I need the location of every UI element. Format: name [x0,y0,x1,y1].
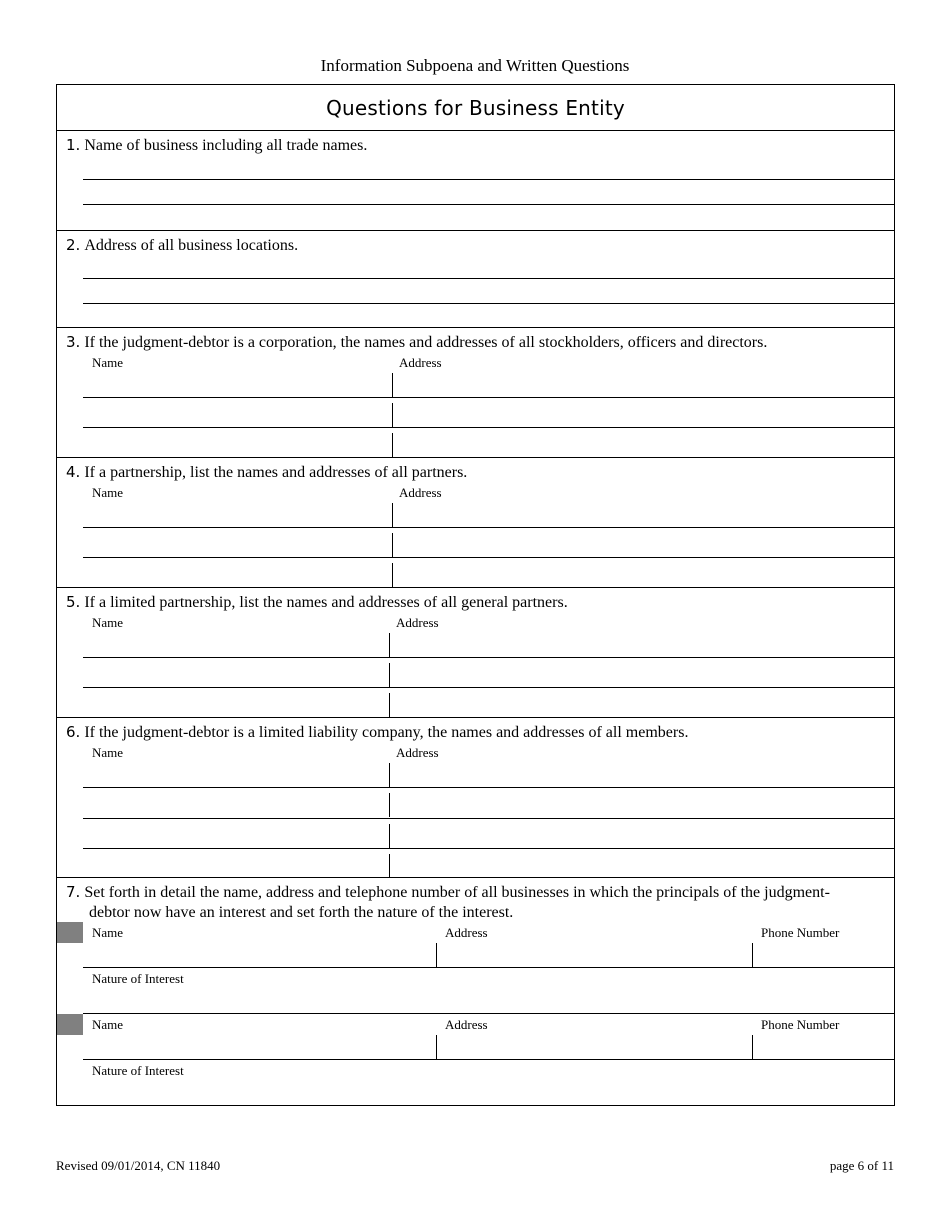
phone-field-label: Phone Number [761,925,840,940]
question-1: 1. Name of business including all trade names. [66,136,368,154]
answer-line-2b[interactable] [83,303,894,304]
phone-field-label: Phone Number [761,1017,840,1032]
question-7-section [57,877,894,1107]
form-title: Questions for Business Entity [57,85,894,131]
question-4: 4. If a partnership, list the names and addresses of all partners. [66,463,468,481]
address-column-label: Address [399,485,442,500]
nature-of-interest-label: Nature of Interest [92,1063,184,1078]
name-column-label: Name [92,615,124,630]
address-field-label: Address [445,1017,488,1032]
address-column-label: Address [399,355,442,370]
document-title: Information Subpoena and Written Questions [320,56,630,75]
question-3: 3. If the judgment-debtor is a corporation, the names and addresses of all stockholders, officers and directors. [66,333,768,351]
question-5: 5. If a limited partnership, list the names and addresses of all general partners. [66,593,568,611]
question-6: 6. If the judgment-debtor is a limited liability company, the names and addresses of all members. [66,723,689,741]
entry-1-line[interactable] [83,967,894,968]
name-field-label: Name [92,925,124,940]
question-5-section [57,587,894,717]
answer-row-5a[interactable] [83,657,894,658]
name-column-label: Name [92,355,124,370]
address-field-label: Address [445,925,488,940]
answer-row-3b[interactable] [83,427,894,428]
answer-row-6b[interactable] [83,818,894,819]
name-column-label: Name [92,745,124,760]
entry-1-nature-line[interactable] [83,1013,894,1014]
answer-row-5b[interactable] [83,687,894,688]
question-4-section [57,457,894,587]
answer-line-2a[interactable] [83,278,894,279]
entry-2-line[interactable] [83,1059,894,1060]
question-1-section [57,131,894,230]
question-3-section [57,327,894,457]
answer-line-1b[interactable] [83,204,894,205]
question-2: 2. Address of all business locations. [66,236,299,254]
nature-of-interest-label: Nature of Interest [92,971,184,986]
revision-note: Revised 09/01/2014, CN 11840 [56,1158,221,1173]
address-column-label: Address [396,615,439,630]
answer-line-1a[interactable] [83,179,894,180]
name-column-label: Name [92,485,124,500]
answer-row-4a[interactable] [83,527,894,528]
address-column-label: Address [396,745,439,760]
entry-1-marker [57,922,83,943]
answer-row-3a[interactable] [83,397,894,398]
page-number: page 6 of 11 [829,1158,894,1173]
question-6-section [57,717,894,877]
entry-2-marker [57,1014,83,1035]
name-field-label: Name [92,1017,124,1032]
answer-row-6a[interactable] [83,787,894,788]
business-entity-form [56,84,895,1106]
question-7: 7. Set forth in detail the name, address and telephone number of all businesses in which the principals of the judgment- debtor now have an interest and set forth the nature of the interest. [66,883,830,921]
question-2-section [57,230,894,328]
answer-row-4b[interactable] [83,557,894,558]
answer-row-6c[interactable] [83,848,894,849]
